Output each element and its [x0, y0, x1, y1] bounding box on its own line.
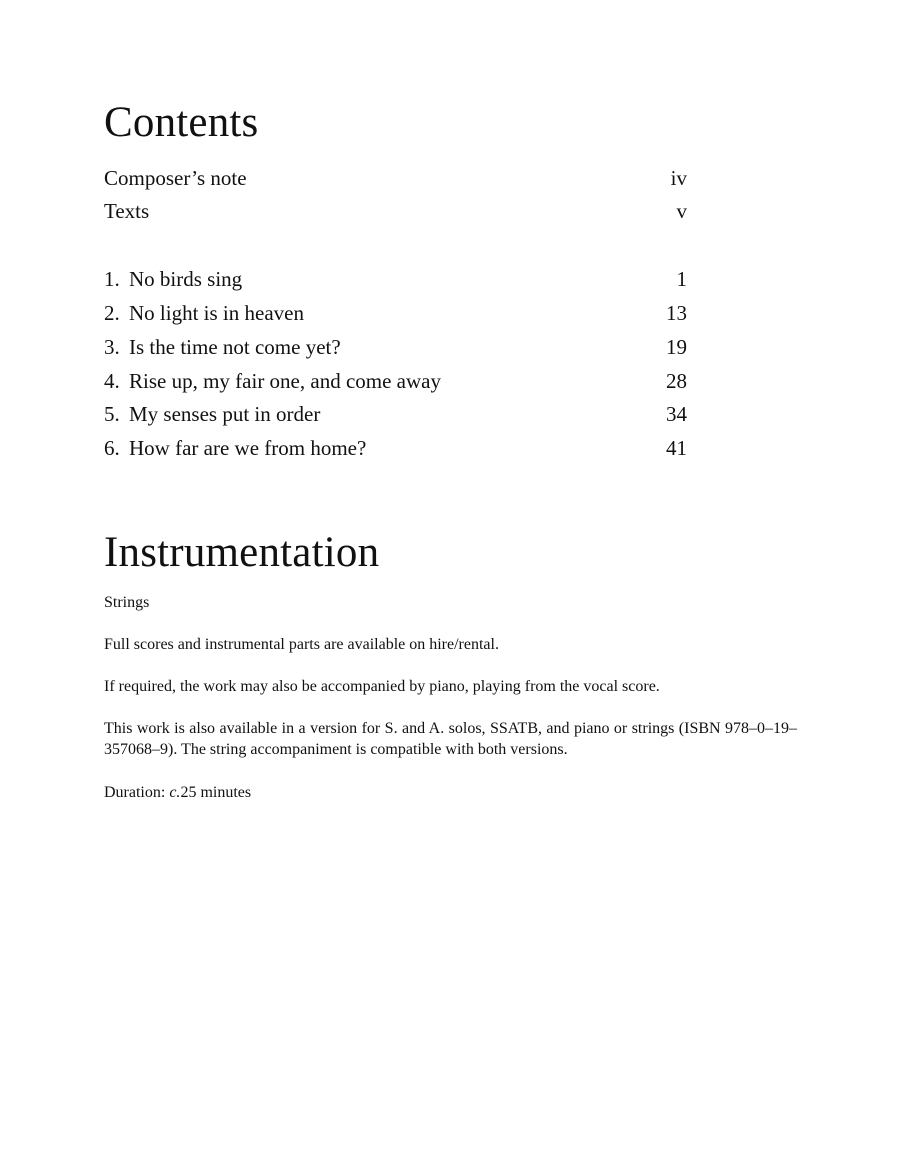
toc-movement-page: 41	[666, 436, 687, 460]
toc-movement-page: 1	[676, 267, 687, 291]
toc-entry-page: iv	[670, 166, 687, 190]
toc-movement-page: 13	[666, 301, 687, 325]
hire-note: Full scores and instrumental parts are available on hire/rental.	[104, 636, 499, 653]
instrumentation-heading: Instrumentation	[104, 529, 380, 576]
toc-entry-composers-note	[104, 163, 687, 193]
duration-circa: c.	[169, 784, 181, 801]
toc-movement-page: 19	[666, 335, 687, 359]
duration-note	[104, 782, 797, 803]
toc-movement-number: 2.	[104, 301, 120, 325]
toc-movement-number: 4.	[104, 369, 120, 393]
toc-movement-number: 5.	[104, 402, 120, 426]
toc-movement-title: Is the time not come yet?	[129, 335, 341, 359]
toc-movement-5	[104, 399, 687, 429]
contents-heading: Contents	[104, 99, 259, 146]
toc-movement-title: No birds sing	[129, 267, 243, 291]
toc-movement-number: 3.	[104, 335, 120, 359]
toc-entry-texts	[104, 196, 687, 226]
duration-value: 25 minutes	[180, 784, 252, 801]
instrumentation-scoring: Strings	[104, 594, 150, 611]
toc-movement-number: 1.	[104, 267, 120, 291]
piano-note: If required, the work may also be accompanied by piano, playing from the vocal score.	[104, 678, 660, 695]
toc-entry-label: Composer’s note	[104, 166, 247, 190]
toc-movement-6	[104, 433, 687, 463]
toc-movement-title: No light is in heaven	[129, 301, 304, 325]
toc-movement-page: 28	[666, 369, 687, 393]
toc-movement-title: Rise up, my fair one, and come away	[129, 369, 441, 393]
toc-movement-page: 34	[666, 402, 687, 426]
toc-movement-number: 6.	[104, 436, 120, 460]
toc-entry-page: v	[676, 199, 687, 223]
toc-movement-2	[104, 298, 687, 328]
version-note: This work is also available in a version for S. and A. solos, SSATB, and piano or strings (ISBN 978–0–19–357068–9). The string accompaniment is compatible with both versions.	[104, 720, 797, 758]
toc-movement-4	[104, 366, 687, 396]
toc-movement-title: How far are we from home?	[129, 436, 367, 460]
toc-movement-title: My senses put in order	[129, 402, 321, 426]
toc-entry-label: Texts	[104, 199, 150, 223]
toc-movement-3	[104, 332, 687, 362]
toc-movement-1	[104, 264, 687, 294]
duration-label: Duration:	[104, 784, 170, 801]
